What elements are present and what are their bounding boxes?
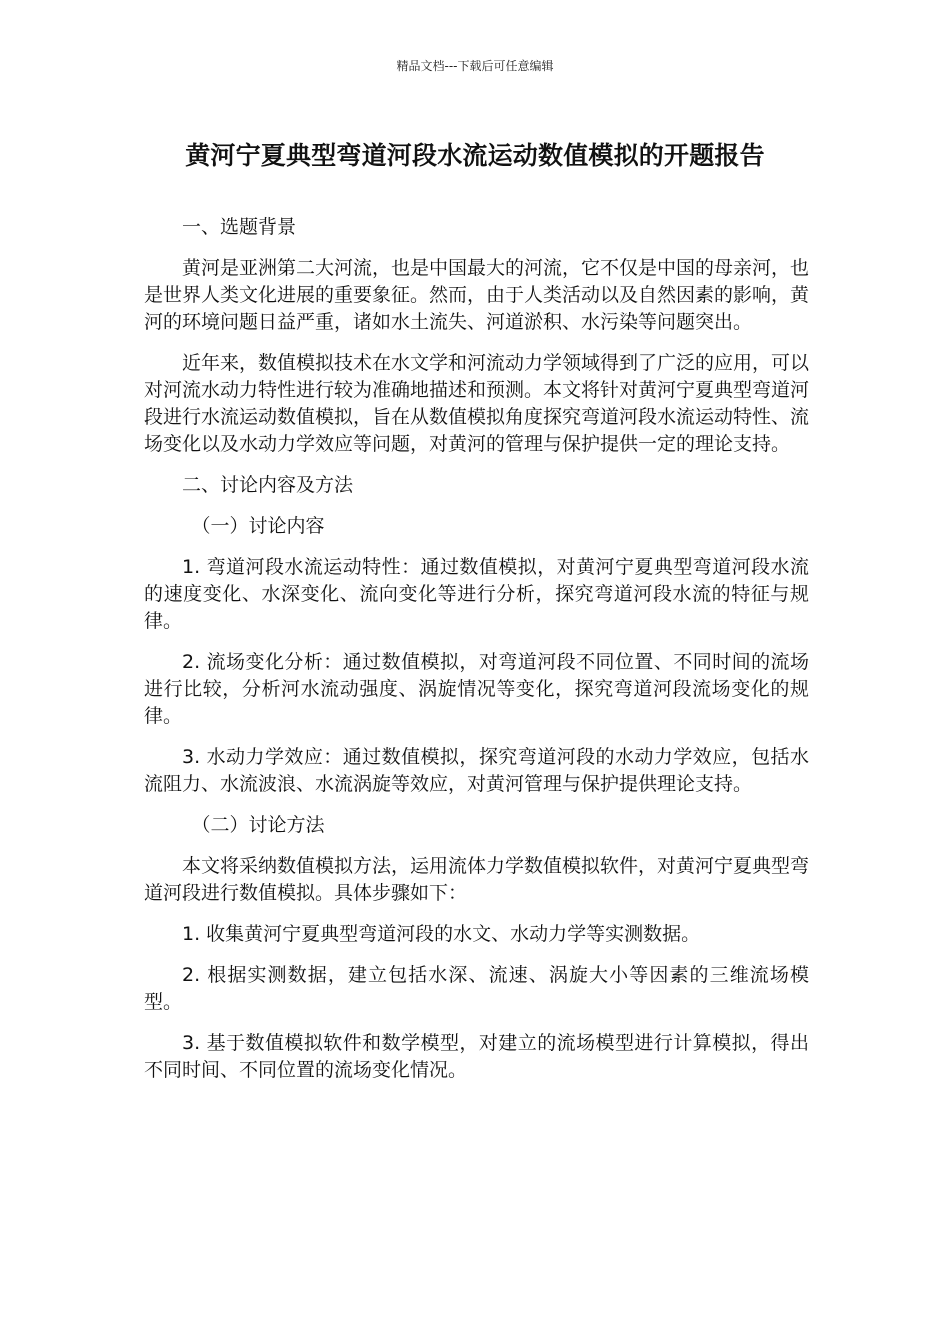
method-step-3: 3. 基于数值模拟软件和数学模型，对建立的流场模型进行计算模拟，得出不同时间、不同位置的流场变化情况。 [144, 1032, 809, 1081]
content-item-3: 3. 水动力学效应：通过数值模拟，探究弯道河段的水动力学效应，包括水流阻力、水流波浪、水流涡旋等效应，对黄河管理与保护提供理论支持。 [144, 746, 809, 795]
page-header-note: 精品文档---下载后可任意编辑 [396, 59, 554, 73]
methods-intro: 本文将采纳数值模拟方法，运用流体力学数值模拟软件，对黄河宁夏典型弯道河段进行数值模拟。具体步骤如下： [144, 855, 810, 904]
method-step-1: 1. 收集黄河宁夏典型弯道河段的水文、水动力学等实测数据。 [182, 923, 701, 945]
document-title: 黄河宁夏典型弯道河段水流运动数值模拟的开题报告 [185, 141, 765, 170]
paragraph-background-2: 近年来，数值模拟技术在水文学和河流动力学领域得到了广泛的应用，可以对河流水动力特性进行较为准确地描述和预测。本文将针对黄河宁夏典型弯道河段进行水流运动数值模拟，旨在从数值模拟角度探究弯道河段水流运动特性、流场变化以及水动力学效应等问题，对黄河的管理与保护提供一定的理论支持。 [144, 352, 810, 455]
paragraph-background-1: 黄河是亚洲第二大河流，也是中国最大的河流，它不仅是中国的母亲河，也是世界人类文化进展的重要象征。然而，由于人类活动以及自然因素的影响，黄河的环境问题日益严重，诸如水土流失、河道淤积、水污染等问题突出。 [144, 257, 810, 333]
document-body [144, 214, 809, 1098]
subsection-heading-methods: （二）讨论方法 [191, 814, 325, 836]
method-step-2: 2. 根据实测数据，建立包括水深、流速、涡旋大小等因素的三维流场模型。 [144, 964, 809, 1013]
section-heading-background: 一、选题背景 [182, 216, 297, 238]
subsection-heading-content: （一）讨论内容 [191, 515, 325, 537]
content-item-2: 2. 流场变化分析：通过数值模拟，对弯道河段不同位置、不同时间的流场进行比较，分析河水流动强度、涡旋情况等变化，探究弯道河段流场变化的规律。 [144, 651, 809, 727]
content-item-1: 1. 弯道河段水流运动特性：通过数值模拟，对黄河宁夏典型弯道河段水流的速度变化、水深变化、流向变化等进行分析，探究弯道河段水流的特征与规律。 [144, 556, 809, 632]
section-heading-content-methods: 二、讨论内容及方法 [182, 474, 354, 496]
